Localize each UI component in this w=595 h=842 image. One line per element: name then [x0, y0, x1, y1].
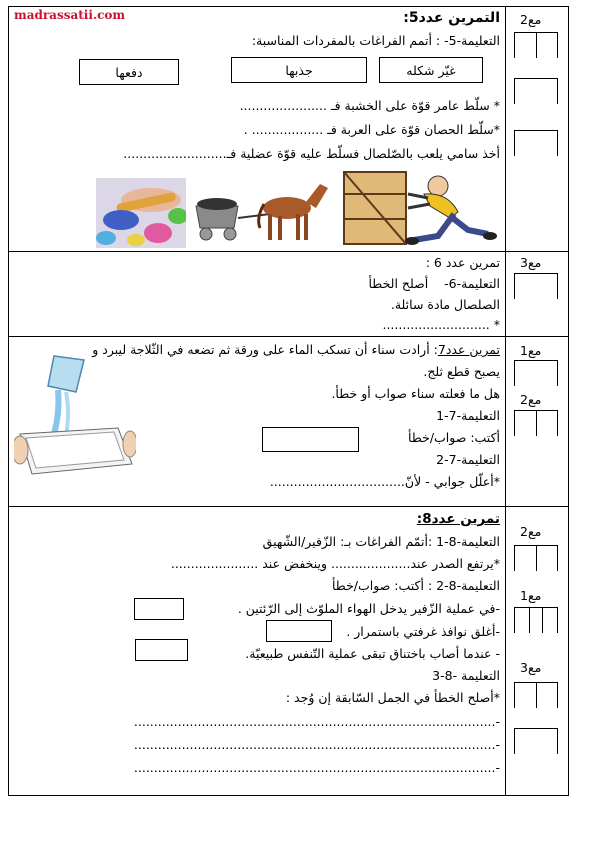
instruction: أكتب: صواب/خطأ	[408, 430, 500, 445]
fill-sentence[interactable]: *سلّط الحصان قوّة على العربة فـ .................. .	[243, 122, 500, 137]
answer-line[interactable]: -...........................................................................................	[133, 714, 500, 729]
instruction: التعليمة-8-1 :أتمّم الفراغات بـ: الزّفير/الشّهيق	[262, 534, 500, 549]
criterion-mark: مع3	[520, 660, 542, 675]
answer-box[interactable]	[134, 598, 184, 620]
score-box[interactable]	[514, 545, 558, 571]
criterion-mark: مع2	[520, 12, 542, 27]
score-box[interactable]	[514, 32, 558, 58]
statement: - عندما أصاب باختناق تبقى عملية التّنفس طبيعيّة.	[245, 646, 500, 661]
score-box[interactable]	[514, 410, 558, 436]
score-box[interactable]	[514, 130, 558, 156]
score-box[interactable]	[514, 607, 558, 633]
instruction: التعليمة-8-2 : أكتب: صواب/خطأ	[332, 578, 500, 593]
criterion-mark: مع1	[520, 343, 542, 358]
criterion-mark: مع3	[520, 255, 542, 270]
justify-line[interactable]: *أعلّل جوابي - لأنّ..................................	[269, 474, 500, 489]
exercise-title: تمرين عدد8:	[416, 511, 500, 527]
word-choice: دفعها	[79, 59, 179, 85]
man-pushing-crate-image	[338, 164, 498, 248]
word-choice: جذبها	[231, 57, 367, 83]
sentence: الصلصال مادة سائلة.	[390, 297, 500, 312]
score-box[interactable]	[514, 360, 558, 386]
statement-line: يصبح قطع ثلج.	[423, 364, 500, 379]
instruction: التعليمة -8-3	[432, 668, 500, 683]
instruction: التعليمة-5- : أتمم الفراغات بالمفردات المناسبة:	[251, 33, 500, 48]
answer-line[interactable]: -...........................................................................................	[133, 760, 500, 775]
score-box[interactable]	[514, 682, 558, 708]
statement: -أغلق نوافذ غرفتي باستمرار .	[346, 624, 500, 639]
instruction: التعليمة-6- أصلح الخطأ	[368, 276, 500, 291]
fill-sentence[interactable]: أخذ سامي يلعب بالصّلصال فسلّط عليه قوّة عضلية فـ..........................	[123, 146, 500, 161]
play-dough-hands-image	[96, 178, 186, 248]
exercise-title: التمرين عدد5:	[403, 10, 500, 26]
site-watermark: madrassatii.com	[14, 8, 126, 22]
horse-cart-image	[192, 178, 332, 248]
word-choice: غيّر شكله	[379, 57, 483, 83]
instruction: التعليمة-7-1	[436, 408, 500, 423]
section-divider	[8, 251, 569, 252]
score-box[interactable]	[514, 273, 558, 299]
question: هل ما فعلته سناء صواب أو خطأ.	[331, 386, 500, 401]
section-divider	[8, 336, 569, 337]
fill-sentence[interactable]: *يرتفع الصدر عند.................... وينخفض عند ......................	[170, 556, 500, 571]
answer-line[interactable]: * ...........................	[382, 317, 500, 332]
answer-line[interactable]: -...........................................................................................	[133, 737, 500, 752]
criterion-mark: مع2	[520, 392, 542, 407]
exercise-title: تمرين عدد 6 :	[425, 255, 500, 270]
answer-box[interactable]	[135, 639, 188, 661]
answer-box[interactable]	[262, 427, 359, 452]
criterion-mark: مع1	[520, 588, 542, 603]
grading-column-divider	[505, 6, 506, 796]
answer-box[interactable]	[266, 620, 332, 642]
fill-sentence[interactable]: * سلّط عامر قوّة على الخشبة فـ ......................	[239, 98, 500, 113]
instruction: التعليمة-7-2	[436, 452, 500, 467]
statement: -في عملية الزّفير يدخل الهواء الملوّث إلى الرّئتين .	[237, 601, 500, 616]
score-box[interactable]	[514, 78, 558, 104]
criterion-mark: مع2	[520, 524, 542, 539]
exercise-statement: تمرين عدد7: أرادت سناء أن تسكب الماء على ورقة ثم تضعه في الثّلاجة ليبرد و	[92, 342, 500, 357]
water-pouring-into-tray-image	[14, 352, 136, 484]
score-box[interactable]	[514, 728, 558, 754]
instruction: *أصلح الخطأ في الجمل السّابقة إن وُجد :	[285, 690, 500, 705]
section-divider	[8, 506, 569, 507]
